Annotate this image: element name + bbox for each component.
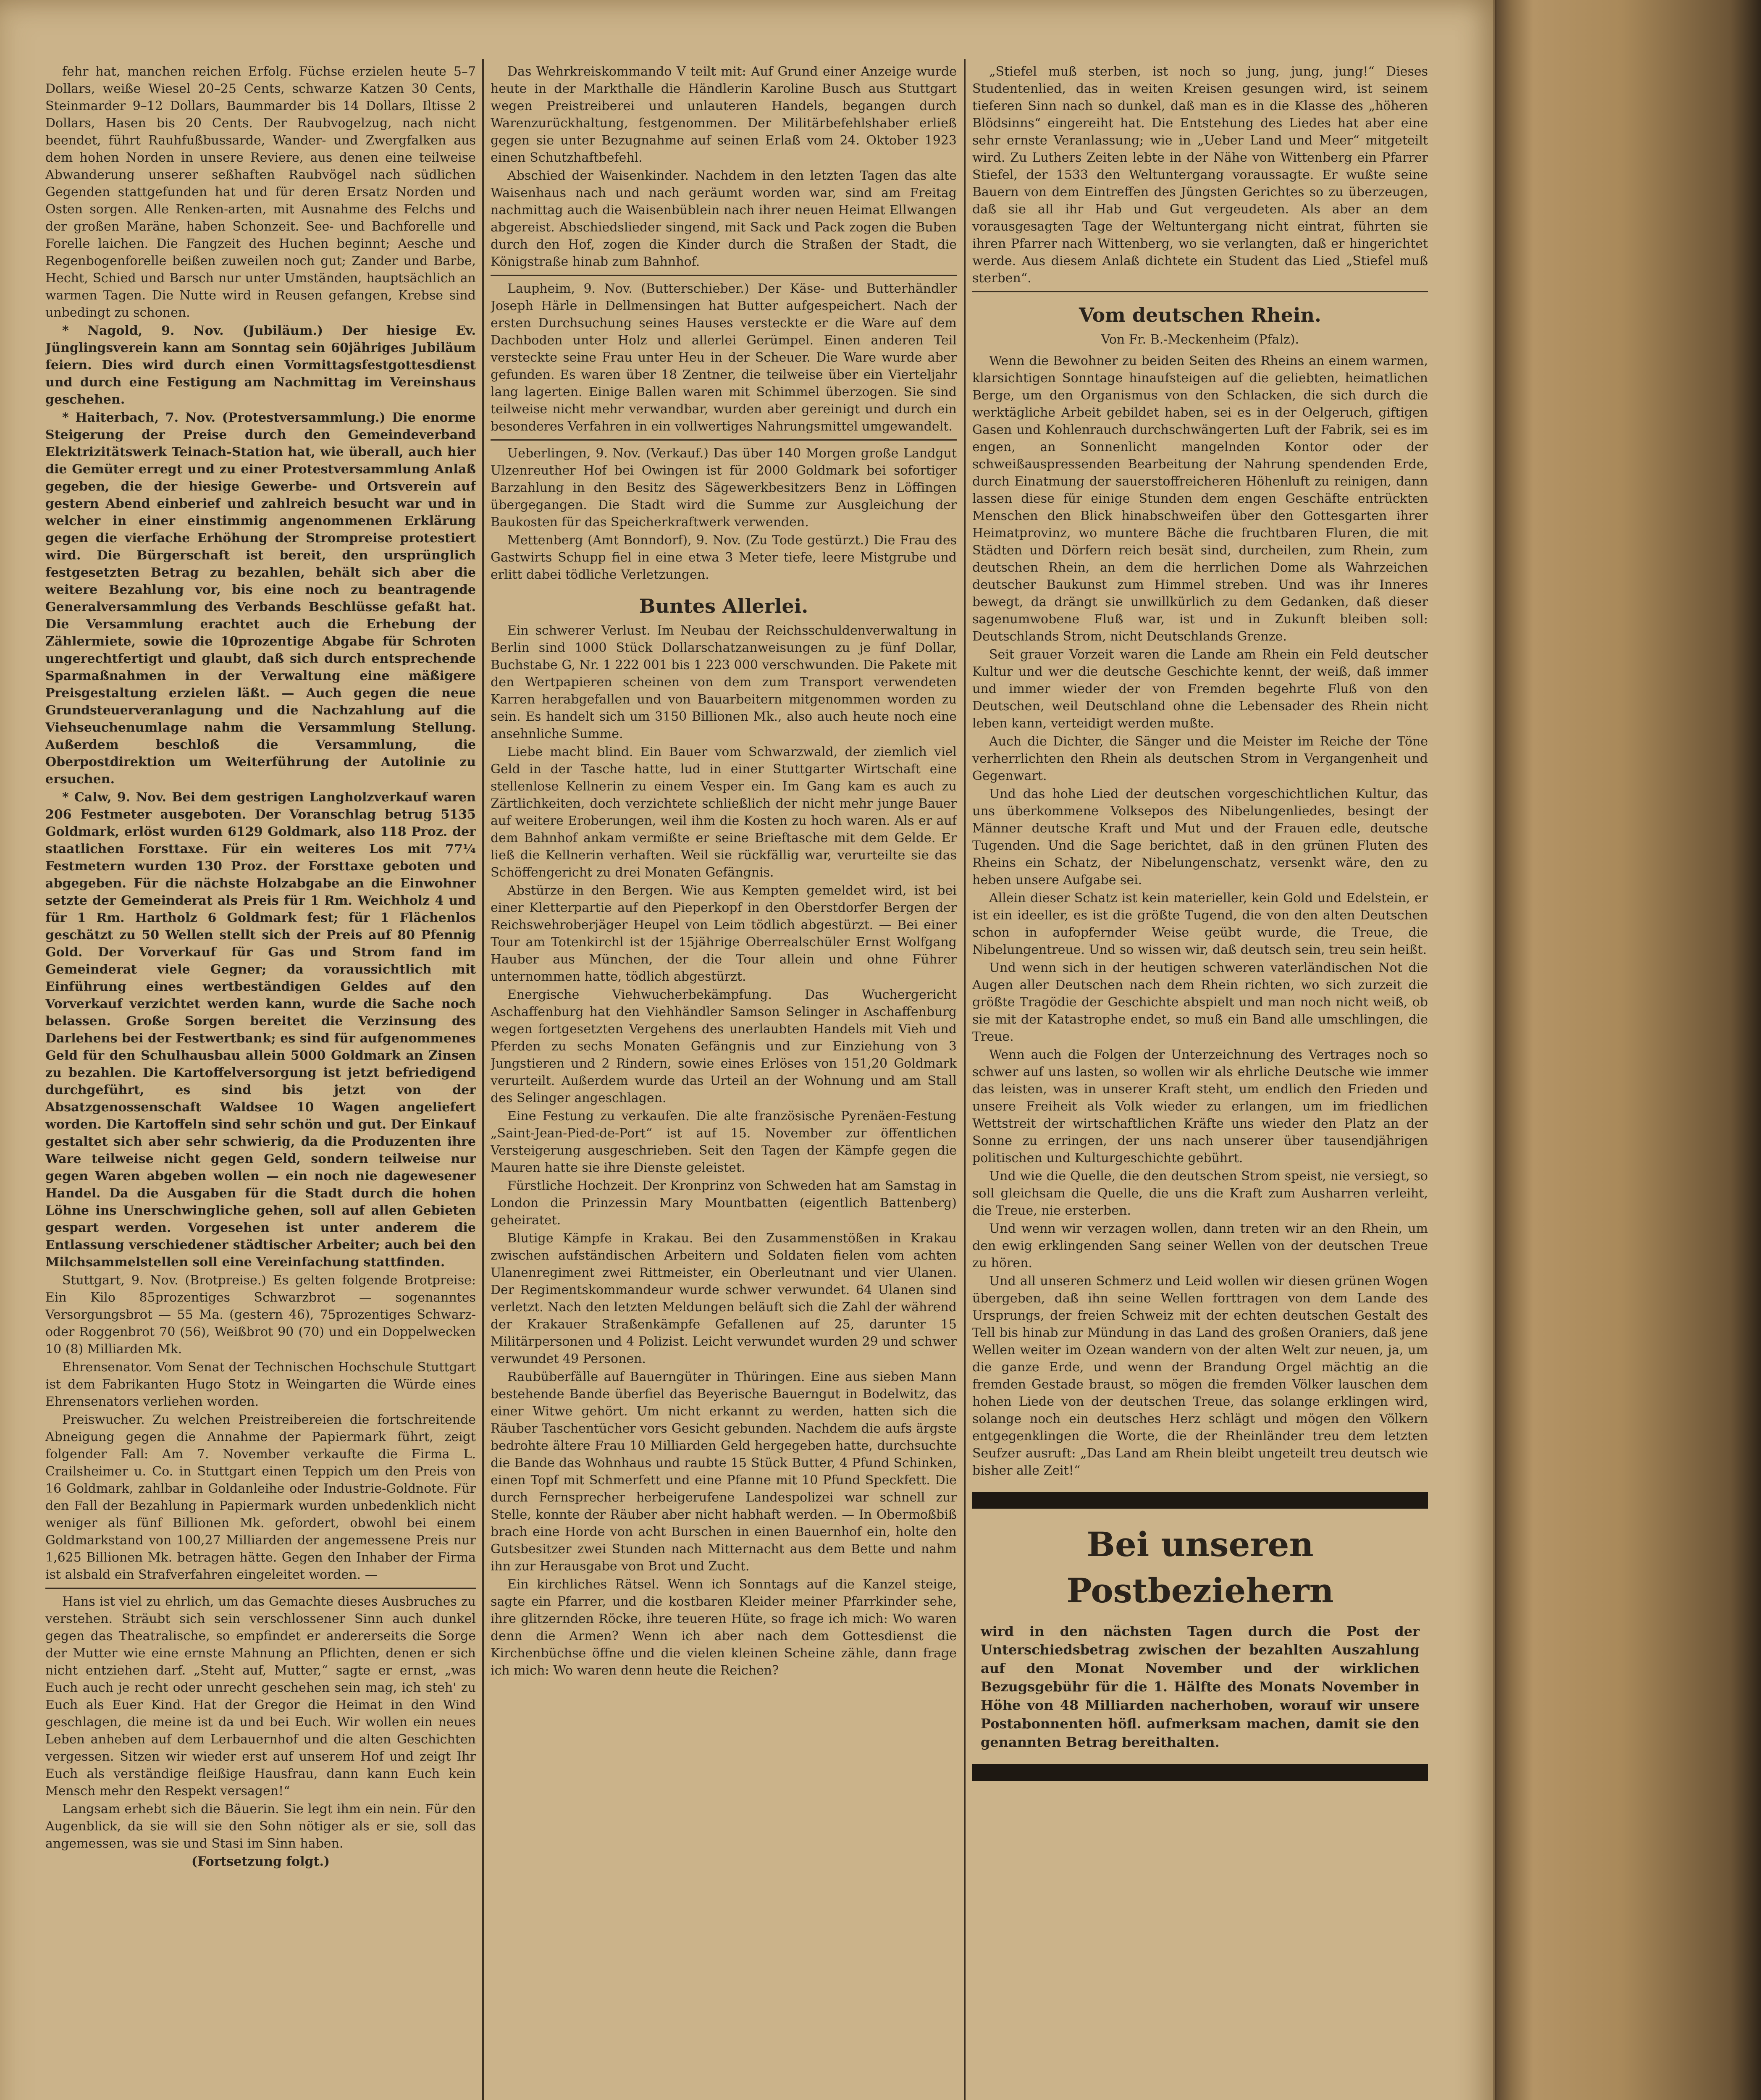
column-3 xyxy=(972,63,1428,2100)
byline: Von Fr. B.-Meckenheim (Pfalz). xyxy=(1101,332,1299,347)
article-waisenkinder: Abschied der Waisenkinder. Nachdem in den letzten Tagen das alte Waisenhaus nach und nach geräumt worden war, sind am Freitag nachmittag auch die Waisenbüblein nach ihrer neuen Heimat Ellwangen abgereist. Abschiedslieder singend, mit Sack und Pack zogen die Buben durch den Hof, zogen die Kinder durch die Straßen der Stadt, die Königstraße hinab zum Bahnhof. xyxy=(491,168,957,269)
section-divider xyxy=(491,275,957,276)
section-divider xyxy=(45,1588,476,1589)
article-liebe-macht-blind: Liebe macht blind. Ein Bauer vom Schwarzwald, der ziemlich viel Geld in der Tasche hatte, lud in einer Stuttgarter Wirtschaft eine stellenlose Kellnerin zu einem Vesper ein. Im Gang kam es auch zu Zärtlichkeiten, doch verzichtete schließlich der nicht mehr junge Bauer auf weitere Eroberungen, weil ihm die Kosten zu hoch waren. Als er auf dem Bahnhof ankam vermißte er seine Brieftasche mit dem Gelde. Er ließ die Kellnerin verhaften. Weil sie rückfällig war, verurteilte sie das Schöffengericht zu drei Monaten Gefängnis. xyxy=(491,745,957,880)
section-heading-rhein: Vom deutschen Rhein. xyxy=(1079,304,1321,326)
notice-box xyxy=(972,1492,1428,1781)
notice-body: wird in den nächsten Tagen durch die Post der Unterschiedsbetrag zwischen der bezahlten Auszahlung auf den Monat November und der wirklichen Bezugsgebühr für die 1. Hälfte des Monats November in Höhe von 48 Milliarden nacherhoben, worauf wir unsere Postabonnenten höfl. aufmerksam machen, damit sie den genannten Betrag bereithalten. xyxy=(981,1623,1420,1750)
article-wehrkreiskommando: Das Wehrkreiskommando V teilt mit: Auf Grund einer Anzeige wurde heute in der Markthalle die Händlerin Karoline Busch aus Stuttgart wegen Preistreiberei und unlauteren Handels, begangen durch Warenzurückhaltung, festgenommen. Der Militärbefehlshaber erließ gegen sie unter Bezugnahme auf seinen Erlaß vom 24. Oktober 1923 einen Schutzhaftbefehl. xyxy=(491,64,957,165)
article-rhein-text: Und das hohe Lied der deutschen vorgeschichtlichen Kultur, das uns überkommene Volksepos des Nibelungenliedes, besingt der Männer deutsche Kraft und Mut und der Frauen edle, deutsche Tugenden. Und die Sage berichtet, daß in den grünen Fluten des Rheins ein Schatz, der Nibelungenschatz, versenkt wäre, den zu heben unsere Aufgabe sei. xyxy=(972,787,1428,887)
article-viehwucher: Energische Viehwucherbekämpfung. Das Wuchergericht Aschaffenburg hat den Viehhändler Samson Selinger in Aschaffenburg wegen fortgesetzten Vergehens des unerlaubten Handels mit Vieh und Pferden zu sechs Monaten Gefängnis und zur Einziehung von 3 Jungstieren und 2 Rindern, sowie eines Erlöses von 151,20 Goldmark verurteilt. Außerdem wurde das Urteil an der Wohnung und am Stall des Selinger angeschlagen. xyxy=(491,987,957,1105)
article-abstuerze: Abstürze in den Bergen. Wie aus Kempten gemeldet wird, ist bei einer Kletterpartie auf den Pieperkopf in den Oberstdorfer Bergen der Reichswehroberjäger Heupel von Leim tödlich abgestürzt. — Bei einer Tour am Totenkirchl ist der 15jährige Oberrealschüler Ernst Wolfgang Hauber aus München, der die Tour allein und ohne Führer unternommen hatte, tödlich abgestürzt. xyxy=(491,883,957,984)
article-raetsel: Ein kirchliches Rätsel. Wenn ich Sonntags auf die Kanzel steige, sagte ein Pfarrer, und die kostbaren Kleider meiner Pfarrkinder sehe, ihre glitzernden Röcke, ihre teueren Hüte, so frage ich mich: Wo waren denn die Armen? Wenn ich aber nach dem Gottesdienst die Kirchenbüchse öffne und die vielen kleinen Scheine zähle, dann frage ich mich: Wo waren denn heute die Reichen? xyxy=(491,1577,957,1678)
article-rhein-text: Und wenn wir verzagen wollen, dann treten wir an den Rhein, um den ewig erklingenden Sang seiner Wellen von der deutschen Treue zu hören. xyxy=(972,1221,1428,1270)
article-rhein-text: Auch die Dichter, die Sänger und die Meister im Reiche der Töne verherrlichten den Rhein als deutschen Strom in Vergangenheit und Gegenwart. xyxy=(972,734,1428,783)
article-laupheim: Laupheim, 9. Nov. (Butterschieber.) Der Käse- und Butterhändler Joseph Härle in Dellmensingen hat Butter aufgespeichert. Nach der ersten Durchsuchung seines Hauses versteckte er die Ware auf dem Dachboden unter Holz und allerlei Gerümpel. Einen anderen Teil versteckte seine Frau unter Heu in der Scheuer. Die Ware wurde aber gefunden. Es waren über 18 Zentner, die teilweise über ein Vierteljahr lang lagerten. Einige Ballen waren mit Schimmel überzogen. Sie sind teilweise nicht mehr verwandbar, wurden aber gereinigt und durch ein besonderes Verfahren in ein vollwertiges Nahrungsmittel umgewandelt. xyxy=(491,281,957,434)
article-stuttgart-brotpreise: Stuttgart, 9. Nov. (Brotpreise.) Es gelten folgende Brotpreise: Ein Kilo 85prozentiges Schwarzbrot — sogenanntes Versorgungsbrot — 55 Ma. (gestern 46), 75prozentiges Schwarz- oder Roggenbrot 70 (56), Weißbrot 90 (70) und ein Doppelwecken 10 (8) Milliarden Mk. xyxy=(45,1273,476,1357)
article-rhein-text: Wenn die Bewohner zu beiden Seiten des Rheins an einem warmen, klarsichtigen Sonntage hinaufsteigen auf die geliebten, heimatlichen Berge, um den Organismus von den Schlacken, die sich durch die werktägliche Arbeit gebildet haben, sei es in der Oelgeruch, giftigen Gasen und Kohlenrauch durchschwängerten Luft der Fabrik, sei es im engen, an Sonnenlicht mangelnden Kontor oder der schweißauspressenden Bearbeitung der Nahrung spendenden Erde, durch Einatmung der sauerstoffreicheren Höhenluft zu reinigen, dann lassen diese für einige Stunden dem engen Geschäfte entrückten Menschen den Blick hinabschweifen über den Gottesgarten ihrer Heimatprovinz, wo muntere Bäche die fruchtbaren Fluren, die mit Städten und Dörfern reich besät sind, durcheilen, zum Rhein, zum deutschen Rhein, an dem die herrlichen Dome als Wahrzeichen deutscher Baukunst zum Himmel streben. Und was ihr Inneres bewegt, da drängt sie unwillkürlich zu dem Gedanken, daß dieser sagenumwobene Fluß war, ist und in Zukunft bleiben soll: Deutschlands Strom, nicht Deutschlands Grenze. xyxy=(972,354,1428,644)
article-rhein-text: Allein dieser Schatz ist kein materieller, kein Gold und Edelstein, er ist ein ideeller, es ist die größte Tugend, die von den alten Deutschen schon in aufopfernder Weise geübt wurde, die Treue, die Nibelungentreue. Und so wissen wir, daß deutsch sein, treu sein heißt. xyxy=(972,891,1428,957)
article-haiterbach: * Haiterbach, 7. Nov. (Protestversammlung.) Die enorme Steigerung der Preise durch den Gemeindeverband Elektrizitätswerk Teinach-Station hat, wie überall, auch hier die Gemüter erregt und zu einer Protestversammlung Anlaß gegeben, die der hiesige Gewerbe- und Ortsverein auf gestern Abend einberief und zahlreich besucht war und in welcher in einer einstimmig angenommenen Erklärung gegen die vierfache Erhöhung der Strompreise protestiert wird. Die Bürgerschaft ist bereit, den ursprünglich festgesetzten Betrag zu bezahlen, behält sich aber die weitere Bezahlung vor, bis eine noch zu beantragende Generalversammlung des Verbands Beschlüsse gefaßt hat. Die Versammlung erachtet auch die Erhebung der Zählermiete, sowie die 10prozentige Abgabe für Schroten ungerechtfertigt und glaubt, daß sich durch entsprechende Sparmaßnahmen in der Verwaltung eine mäßigere Preisgestaltung erzielen läßt. — Auch gegen die neue Grundsteuerveranlagung und die Nachzahlung auf die Viehseuchenumlage nahm die Versammlung Stellung. Außerdem beschloß die Versammlung, die Oberpostdirektion um Weiterführung der Autolinie zu ersuchen. xyxy=(45,410,476,787)
book-binding xyxy=(1495,0,1761,2100)
article-rhein-text: Seit grauer Vorzeit waren die Lande am Rhein ein Feld deutscher Kultur und wer die deutsche Geschichte kennt, der weiß, daß immer und immer wieder der von Fremden begehrte Fluß von den Deutschen, weil Deutschland ohne die Lebensader des Rhein nicht leben kann, verteidigt werden mußte. xyxy=(972,647,1428,731)
article-ehrensenator: Ehrensenator. Vom Senat der Technischen Hochschule Stuttgart ist dem Fabrikanten Hugo Stotz in Weingarten die Würde eines Ehrensenators verliehen worden. xyxy=(45,1360,476,1409)
article-preiswucher: Preiswucher. Zu welchen Preistreibereien die fortschreitende Abneigung gegen die Annahme der Papiermark führt, zeigt folgender Fall: Am 7. November verkaufte die Firma L. Crailsheimer u. Co. in Stuttgart einen Teppich um den Preis von 16 Goldmark, zahlbar in Goldanleihe oder Industrie-Goldnote. Für den Fall der Bezahlung in Papiermark wurden unbedenklich nicht weniger als fünf Billionen Mk. gefordert, obwohl bei einem Goldmarkstand von 100,27 Milliarden der angemessene Preis nur 1,625 Billionen Mk. betragen hätte. Gegen den Inhaber der Firma ist alsbald ein Strafverfahren eingeleitet worden. — xyxy=(45,1412,476,1582)
article-festung: Eine Festung zu verkaufen. Die alte französische Pyrenäen-Festung „Saint-Jean-Pied-de-Port“ ist auf 15. November zur öffentlichen Versteigerung ausgeschrieben. Seit den Tagen der Kämpfe gegen die Mauren hatte sie ihre Dienste geleistet. xyxy=(491,1109,957,1175)
article-text: fehr hat, manchen reichen Erfolg. Füchse erzielen heute 5–7 Dollars, weiße Wiesel 20–25 Cents, schwarze Katzen 30 Cents, Steinmarder 9–12 Dollars, Baummarder bis 14 Dollars, Iltisse 2 Dollars, Hasen bis 20 Cents. Der Raubvogelzug, nach nicht beendet, führt Rauhfußbussarde, Wander- und Zwergfalken aus dem hohen Norden in unsere Reviere, aus denen eine teilweise Abwanderung unserer seßhaften Raubvögel nach südlichen Gegenden stattgefunden hat und für deren Ersatz Norden und Osten sorgen. Alle Renken-arten, mit Ausnahme des Felchs und der großen Maräne, haben Schonzeit. See- und Bachforelle und Forelle laichen. Die Fangzeit des Huchen beginnt; Aesche und Regenbogenforelle beißen zuweilen noch gut; Zander und Barbe, Hecht, Schied und Barsch nur unter Umständen, hauptsächlich an warmen Tagen. Die Nutte wird in Reusen gefangen, Krebse sind unbedingt zu schonen. xyxy=(45,64,476,320)
article-stiefel: „Stiefel muß sterben, ist noch so jung, jung, jung!“ Dieses Studentenlied, das in weiten Kreisen gesungen wird, ist seinem tieferen Sinn nach so dunkel, daß man es in die Klasse des „höheren Blödsinns“ eingereiht hat. Die Entstehung des Liedes hat aber eine sehr ernste Veranlassung; wie in „Ueber Land und Meer“ mitgeteilt wird. Zu Luthers Zeiten lebte in der Nähe von Wittenberg ein Pfarrer Stiefel, der 1533 den Weltuntergang voraussagte. Er wußte seine Bauern von dem Eintreffen des Jüngsten Gerichtes so zu überzeugen, daß sie all ihr Hab und Gut vergeudeten. Als aber an dem vorausgesagten Tage der Weltuntergang nicht eintrat, führten sie ihren Pfarrer nach Wittenberg, wo sie verlangten, daß er hingerichtet werde. Aus diesem Anlaß dichtete ein Student das Lied „Stiefel muß sterben“. xyxy=(972,64,1428,286)
page-edge xyxy=(1493,0,1496,2100)
column-divider xyxy=(964,59,966,2100)
article-raubueberfaelle: Raubüberfälle auf Bauerngüter in Thüringen. Eine aus sieben Mann bestehende Bande überfiel das Beyerische Bauerngut in Bodelwitz, das einer Witwe gehört. Um nicht erkannt zu werden, hatten sich die Räuber Taschentücher vors Gesicht gebunden. Nachdem die aufs ärgste bedrohte ältere Frau 10 Milliarden Geld hergegeben hatte, durchsuchte die Bande das Wohnhaus und raubte 15 Stück Butter, 4 Pfund Schinken, einen Topf mit Schmerfett und eine Pfanne mit 10 Pfund Speckfett. Die durch Fernsprecher herbeigerufene Landespolizei war schnell zur Stelle, konnte der Räuber aber nicht habhaft werden. — In Obermoßbiß brach eine Horde von acht Burschen in einen Bauernhof ein, holte den Gutsbesitzer zwei Stunden nach Mitternacht aus dem Bette und nahm ihn zur Herausgabe von Brot und Zucht. xyxy=(491,1370,957,1574)
article-calw: * Calw, 9. Nov. Bei dem gestrigen Langholzverkauf waren 206 Festmeter ausgeboten. Der Voranschlag betrug 5135 Goldmark, erlöst wurden 6129 Goldmark, also 118 Proz. der staatlichen Forsttaxe. Für ein weiteres Los mit 77¼ Festmetern wurden 130 Proz. der Forsttaxe geboten und abgegeben. Für die nächste Holzabgabe an die Einwohner setzte der Gemeinderat als Preis für 1 Rm. Weichholz 4 und für 1 Rm. Hartholz 6 Goldmark fest; für 1 Flächenlos geschätzt zu 50 Wellen stellt sich der Preis auf 80 Pfennig Gold. Der Vorverkauf für Gas und Strom fand im Gemeinderat viele Gegner; da voraussichtlich mit Einführung eines wertbeständigen Geldes auf den Vorverkauf verzichtet werden kann, wurde die Sache noch belassen. Große Sorgen bereitet die Verzinsung des Darlehens bei der Festwertbank; es sind für aufgenommenes Geld für den Schulhausbau allein 5000 Goldmark an Zinsen zu bezahlen. Die Kartoffelversorgung ist jetzt befriedigend durchgeführt, es sind bis jetzt von der Absatzgenossenschaft Waldsee 10 Wagen angeliefert worden. Die Kartoffeln sind sehr schön und gut. Der Einkauf gestaltet sich aber sehr schwierig, da die Produzenten ihre Ware teilweise nicht gegen Geld, sondern teilweise nur gegen Waren abgeben wollen — ein noch nie dagewesener Handel. Da die Ausgaben für die Stadt durch die hohen Löhne ins Unerschwingliche gehen, soll auf allen Gebieten gespart werden. Vorgesehen ist unter anderem die Entlassung verschiedener städtischer Arbeiter; auch bei den Milchsammelstellen soll eine Vereinfachung stattfinden. xyxy=(45,790,476,1270)
column-divider xyxy=(482,59,484,2100)
column-2 xyxy=(491,63,957,2100)
continuation-note: (Fortsetzung folgt.) xyxy=(191,1854,330,1869)
section-heading-buntes-allerlei: Buntes Allerlei. xyxy=(639,595,808,617)
article-krakau: Blutige Kämpfe in Krakau. Bei den Zusammenstößen in Krakau zwischen aufständischen Arbeitern und Soldaten fielen vom achten Ulanenregiment zwei Rittmeister, ein Oberleutnant und vier Ulanen. Der Regimentskommandeur wurde schwer verwundet. 64 Ulanen sind verletzt. Nach den letzten Meldungen beläuft sich die Zahl der während der Krakauer Straßenkämpfe Gefallenen auf 25, darunter 15 Militärpersonen und 4 Polizist. Leicht verwundet wurden 29 und schwer verwundet 49 Personen. xyxy=(491,1231,957,1366)
article-ueberlingen: Ueberlingen, 9. Nov. (Verkauf.) Das über 140 Morgen große Landgut Ulzenreuther Hof bei Owingen ist für 2000 Goldmark bei sofortiger Barzahlung in den Besitz des Sägewerkbesitzers Benz in Löffingen übergegangen. Die Stadt wird die Summe zur Ausgleichung der Baukosten für das Speicherkraftwerk verwenden. xyxy=(491,446,957,530)
article-rhein-text: Und all unseren Schmerz und Leid wollen wir diesen grünen Wogen übergeben, daß ihn seine Wellen forttragen von dem Lande des Ursprungs, der freien Schweiz mit der echten deutschen Gestalt des Tell bis hinab zur Mündung in das Land des großen Oraniers, daß jene Wellen weiter im Ozean wandern von der alten Welt zur neuen, ja, um die ganze Erde, und wenn der Brandung Orgel mächtig an die fremden Gestade braust, so mögen die fremden Völker lauschen dem hohen Liede von der deutschen Treue, das solange erklingen wird, solange noch ein deutsches Herz schlägt und mögen den Völkern entgegenklingen die Worte, die der Rheinländer treu dem letzten Seufzer ausruft: „Das Land am Rhein bleibt ungeteilt treu deutsch wie bisher alle Zeit!“ xyxy=(972,1274,1428,1478)
article-nagold: * Nagold, 9. Nov. (Jubiläum.) Der hiesige Ev. Jünglingsverein kann am Sonntag sein 60jähriges Jubiläum feiern. Dies wird durch einen Vormittagsfestgottesdienst und durch eine Festigung am Nachmittag im Vereinshaus geschehen. xyxy=(45,323,476,407)
section-divider xyxy=(972,291,1428,292)
article-mettenberg: Mettenberg (Amt Bonndorf), 9. Nov. (Zu Tode gestürzt.) Die Frau des Gastwirts Schupp fiel in eine etwa 3 Meter tiefe, leere Mistgrube und erlitt dabei tödliche Verletzungen. xyxy=(491,533,957,582)
serial-novel-text: Hans ist viel zu ehrlich, um das Gemachte dieses Ausbruches zu verstehen. Sträubt sich sein verschlossener Sinn auch dunkel gegen das Theatralische, so empfindet er andererseits die Sorge der Mutter wie eine ernste Mahnung an Pflichten, denen er sich nicht entziehen darf. „Steht auf, Mutter,“ sagte er ernst, „was Euch auch je recht oder unrecht geschehen sein mag, ich steh' zu Euch als Euer Kind. Hat der Gregor die Heimat in den Wind geschlagen, die meine ist da und bei Euch. Wir wollen ein neues Leben anheben auf dem Lerbauernhof und die alten Geschichten vergessen. Sitzen wir wieder erst auf unserem Hof und zeigt Ihr Euch als verständige fleißige Hausfrau, dann kann Euch kein Mensch mehr den Respekt versagen!“ xyxy=(45,1594,476,1798)
article-verlust: Ein schwerer Verlust. Im Neubau der Reichsschuldenverwaltung in Berlin sind 1000 Stück Dollarschatzanweisungen zu je fünf Dollar, Buchstabe G, Nr. 1 222 001 bis 1 223 000 verschwunden. Die Pakete mit den Wertpapieren scheinen von dem zum Transport verwendeten Karren herabgefallen und von Bauarbeitern mitgenommen worden zu sein. Es handelt sich um 3150 Billionen Mk., also auch heute noch eine ansehnliche Summe. xyxy=(491,623,957,741)
section-divider xyxy=(491,439,957,441)
serial-novel-text: Langsam erhebt sich die Bäuerin. Sie legt ihm ein nein. Für den Augenblick, da sie will sie den Sohn nötiger als er sie, soll das angemessen, was sie und Stasi im Sinn haben. xyxy=(45,1802,476,1851)
article-rhein-text: Und wenn sich in der heutigen schweren vaterländischen Not die Augen aller Deutschen nach dem Rhein richten, wo sich zurzeit die größte Tragödie der Geschichte abspielt und man noch nicht weiß, ob sie mit der Katastrophe endet, so muß ein Band alle umschlingen, die Treue. xyxy=(972,961,1428,1044)
column-1 xyxy=(45,63,476,2100)
article-rhein-text: Und wie die Quelle, die den deutschen Strom speist, nie versiegt, so soll gleichsam die Quelle, die uns die Kraft zum Ausharren verleiht, die Treue, nie ersterben. xyxy=(972,1169,1428,1218)
notice-title: Bei unseren Postbeziehern xyxy=(1066,1525,1334,1610)
article-hochzeit: Fürstliche Hochzeit. Der Kronprinz von Schweden hat am Samstag in London die Prinzessin Mary Mountbatten (eigentlich Battenberg) geheiratet. xyxy=(491,1179,957,1228)
article-rhein-text: Wenn auch die Folgen der Unterzeichnung des Vertrages noch so schwer auf uns lasten, so wollen wir als ehrliche Deutsche wie immer das leisten, was in unserer Kraft steht, um endlich den Frieden und unsere Freiheit als Volk wieder zu erlangen, um im friedlichen Wettstreit der wirtschaftlichen Kräfte uns wieder den Platz an der Sonne zu erringen, der uns nach unserer über tausendjährigen politischen und Kulturgeschichte gebührt. xyxy=(972,1047,1428,1166)
